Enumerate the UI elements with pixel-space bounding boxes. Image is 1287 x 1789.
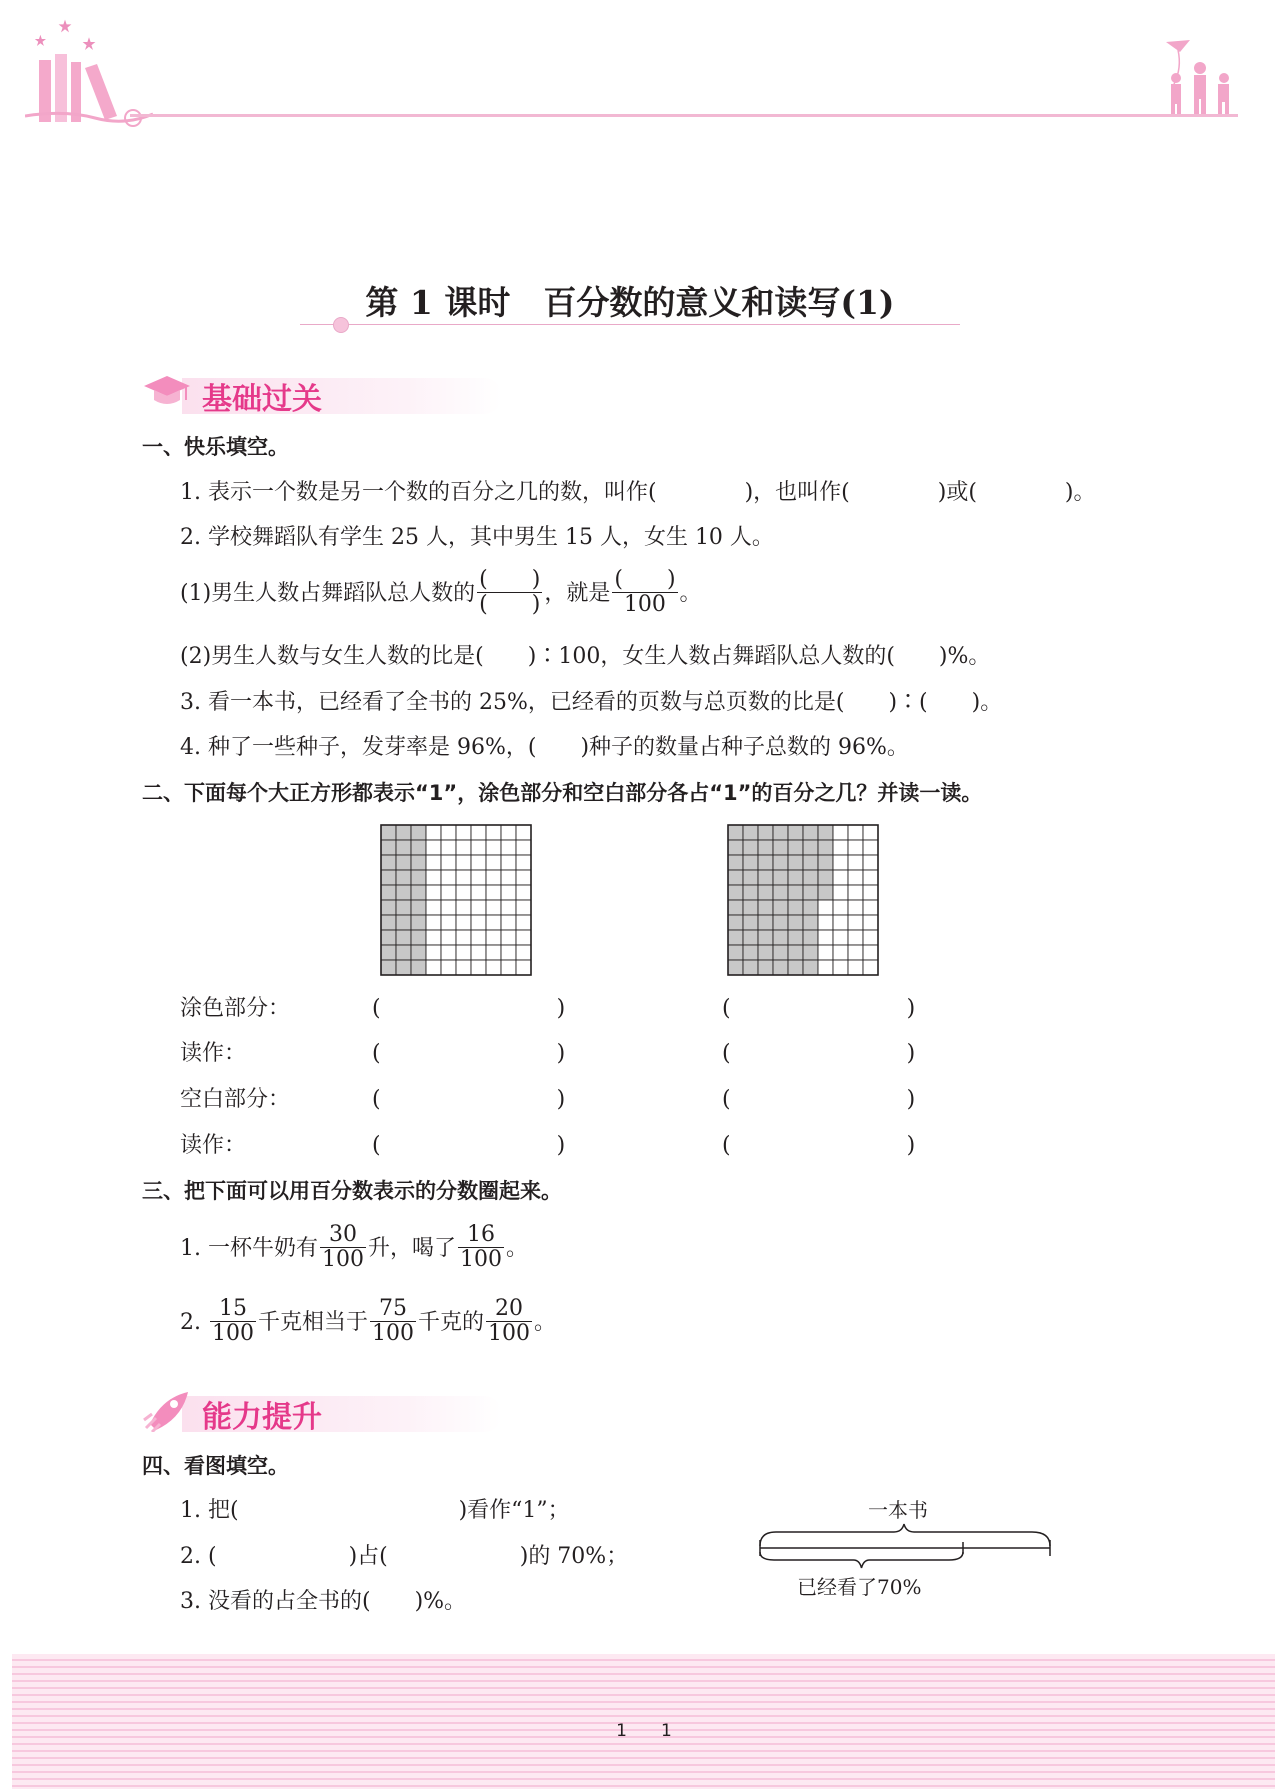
grid-cell-blank (501, 855, 516, 870)
grid-cell-blank (863, 960, 878, 975)
grid-cell-shaded (381, 960, 396, 975)
grid-cell-shaded (743, 855, 758, 870)
grid-cell-shaded (381, 945, 396, 960)
grid-cell-shaded (743, 900, 758, 915)
grid-cell-blank (516, 900, 531, 915)
grid-cell-shaded (411, 915, 426, 930)
grid-cell-shaded (773, 840, 788, 855)
q4-item1: 1. 把( )看作“1”； (180, 1498, 570, 1523)
q3-item1-fraction-1 (320, 1223, 366, 1272)
grid-cell-shaded (743, 885, 758, 900)
grid-cell-blank (426, 915, 441, 930)
q2-row-read-blank-1: ( ) (372, 1041, 566, 1066)
grid-cell-shaded (803, 960, 818, 975)
q1-item4: 4. 种了一些种子，发芽率是 96%，( )种子的数量占种子总数的 96%。 (180, 735, 909, 760)
grid-cell-shaded (773, 900, 788, 915)
fraction-denominator: 100 (612, 592, 677, 617)
hundred-grid-2 (727, 824, 879, 976)
grid-cell-blank (833, 945, 848, 960)
fraction-numerator: 75 (379, 1295, 408, 1321)
grid-cell-blank (486, 900, 501, 915)
grid-cell-shaded (788, 840, 803, 855)
q1-item2: 2. 学校舞蹈队有学生 25 人，其中男生 15 人，女生 10 人。 (180, 525, 774, 550)
grid-cell-shaded (728, 900, 743, 915)
book-progress-diagram (756, 1522, 1056, 1572)
grid-cell-blank (848, 915, 863, 930)
grid-cell-blank (848, 885, 863, 900)
q4-item2: 2. ( )占( )的 70%； (180, 1544, 629, 1569)
grid-cell-shaded (381, 900, 396, 915)
grid-cell-blank (501, 915, 516, 930)
grid-cell-blank (516, 945, 531, 960)
grid-cell-shaded (411, 870, 426, 885)
grid-cell-shaded (788, 900, 803, 915)
grid-cell-blank (426, 840, 441, 855)
grid-cell-shaded (396, 960, 411, 975)
grid-cell-shaded (788, 930, 803, 945)
q4-heading: 四、看图填空。 (142, 1454, 289, 1478)
grid-cell-blank (456, 825, 471, 840)
grid-cell-blank (818, 945, 833, 960)
q3-item1-prefix: 1. 一杯牛奶有 (180, 1236, 318, 1261)
q3-item2-end: 。 (534, 1310, 557, 1335)
grid-cell-blank (863, 945, 878, 960)
q2-row-shaded-blank-1: ( ) (372, 996, 566, 1021)
fraction-numerator: 30 (328, 1221, 357, 1247)
grid-cell-blank (863, 885, 878, 900)
grid-cell-shaded (396, 900, 411, 915)
q3-item2-fraction-1 (210, 1297, 256, 1346)
brace-read-portion (760, 1552, 963, 1568)
grid-cell-blank (471, 855, 486, 870)
q2-row-read2-blank-2: ( ) (722, 1133, 916, 1158)
grid-cell-shaded (743, 945, 758, 960)
grid-cell-shaded (758, 960, 773, 975)
grid-cell-blank (426, 885, 441, 900)
grid-cell-shaded (773, 855, 788, 870)
grid-cell-shaded (758, 930, 773, 945)
grid-cell-shaded (728, 840, 743, 855)
grid-cell-shaded (743, 960, 758, 975)
grid-cell-blank (848, 945, 863, 960)
grid-cell-shaded (818, 825, 833, 840)
grid-cell-blank (441, 945, 456, 960)
grid-cell-blank (863, 825, 878, 840)
q4-item3: 3. 没看的占全书的( )%。 (180, 1589, 467, 1614)
page-number: 1 1 (616, 1721, 672, 1741)
grid-cell-shaded (396, 930, 411, 945)
grid-cell-blank (848, 900, 863, 915)
grid-cell-shaded (396, 945, 411, 960)
grid-cell-shaded (411, 960, 426, 975)
grid-cell-blank (471, 885, 486, 900)
grid-cell-blank (516, 825, 531, 840)
grid-cell-blank (456, 945, 471, 960)
grid-cell-shaded (788, 945, 803, 960)
section-title-advanced: 能力提升 (202, 1400, 322, 1435)
section-badge-advanced (142, 1388, 522, 1435)
grid-cell-blank (486, 915, 501, 930)
grid-cell-blank (833, 870, 848, 885)
grid-cell-shaded (758, 915, 773, 930)
grid-cell-shaded (758, 855, 773, 870)
grid-cell-shaded (803, 900, 818, 915)
grid-cell-shaded (396, 870, 411, 885)
grid-cell-blank (441, 855, 456, 870)
grid-cell-blank (818, 900, 833, 915)
grid-cell-blank (441, 915, 456, 930)
grid-cell-shaded (728, 825, 743, 840)
grid-cell-blank (501, 825, 516, 840)
grid-cell-shaded (803, 885, 818, 900)
grid-cell-shaded (818, 840, 833, 855)
page-title: 第 1 课时 百分数的意义和读写(1) (365, 283, 895, 322)
grid-cell-shaded (803, 930, 818, 945)
q1-item3: 3. 看一本书，已经看了全书的 25%，已经看的页数与总页数的比是( )∶( )。 (180, 690, 1003, 715)
grid-cell-blank (516, 930, 531, 945)
grid-cell-shaded (788, 825, 803, 840)
diagram-label-whole-book: 一本书 (868, 1498, 928, 1522)
grid-cell-shaded (381, 825, 396, 840)
grid-cell-blank (441, 930, 456, 945)
q3-item2-middle-1: 千克相当于 (258, 1310, 369, 1335)
q2-row-read2-label: 读作： (180, 1133, 247, 1158)
q2-row-blank-blank-2: ( ) (722, 1087, 916, 1112)
grid-cell-shaded (396, 915, 411, 930)
grid-cell-shaded (381, 915, 396, 930)
q1-item2b: (2)男生人数与女生人数的比是( )∶100，女生人数占舞蹈队总人数的( )%。 (180, 644, 991, 669)
grid-cell-shaded (381, 885, 396, 900)
grid-cell-shaded (803, 945, 818, 960)
q1-heading: 一、快乐填空。 (142, 435, 289, 459)
grid-cell-blank (426, 825, 441, 840)
grid-cell-shaded (758, 870, 773, 885)
grid-cell-blank (501, 885, 516, 900)
grid-cell-shaded (411, 825, 426, 840)
grid-cell-shaded (381, 930, 396, 945)
grid-cell-shaded (411, 930, 426, 945)
grid-cell-shaded (728, 885, 743, 900)
q3-item1-middle: 升，喝了 (367, 1236, 456, 1261)
grid-cell-blank (486, 855, 501, 870)
grid-cell-blank (516, 870, 531, 885)
grid-cell-shaded (773, 825, 788, 840)
q2-row-read-blank-2: ( ) (722, 1041, 916, 1066)
grid-cell-shaded (411, 840, 426, 855)
grid-cell-shaded (773, 930, 788, 945)
grid-cell-blank (863, 870, 878, 885)
grid-cell-shaded (773, 960, 788, 975)
fraction-denominator: 100 (488, 1320, 531, 1346)
grid-cell-shaded (396, 840, 411, 855)
grid-cell-shaded (396, 825, 411, 840)
grid-cell-blank (863, 930, 878, 945)
grid-cell-blank (833, 960, 848, 975)
grid-cell-shaded (758, 825, 773, 840)
grid-cell-shaded (411, 885, 426, 900)
grid-cell-blank (516, 915, 531, 930)
grid-cell-blank (441, 870, 456, 885)
header-rule (130, 114, 1238, 117)
grid-cell-shaded (411, 855, 426, 870)
grid-cell-shaded (728, 915, 743, 930)
q3-item1 (180, 1222, 528, 1276)
fraction-denominator: 100 (212, 1320, 254, 1346)
grid-cell-blank (818, 915, 833, 930)
grid-cell-blank (456, 915, 471, 930)
grid-cell-blank (516, 840, 531, 855)
title-dot-decoration (333, 317, 349, 333)
grid-cell-blank (848, 825, 863, 840)
grid-cell-blank (848, 855, 863, 870)
grid-cell-blank (486, 885, 501, 900)
grid-cell-blank (456, 900, 471, 915)
grid-cell-blank (516, 960, 531, 975)
grid-cell-blank (848, 840, 863, 855)
grid-cell-blank (818, 960, 833, 975)
rocket-icon (142, 1388, 192, 1432)
grid-cell-blank (456, 930, 471, 945)
grid-cell-shaded (396, 855, 411, 870)
fraction-numerator: 20 (495, 1295, 524, 1321)
grid-cell-blank (471, 900, 486, 915)
grid-cell-shaded (758, 900, 773, 915)
grid-cell-blank (456, 840, 471, 855)
grid-cell-shaded (803, 840, 818, 855)
grid-cell-blank (501, 960, 516, 975)
grid-cell-blank (426, 960, 441, 975)
grid-cell-blank (456, 855, 471, 870)
grid-cell-blank (426, 945, 441, 960)
q1-item1: 1. 表示一个数是另一个数的百分之几的数，叫作( )，也叫作( )或( )。 (180, 480, 1096, 505)
q3-item2-fraction-2 (370, 1297, 416, 1346)
grid-cell-blank (833, 840, 848, 855)
grid-cell-blank (486, 870, 501, 885)
grid-cell-shaded (788, 870, 803, 885)
grid-cell-shaded (728, 960, 743, 975)
q2-row-shaded-label: 涂色部分： (180, 996, 291, 1021)
q1-item2a-middle: ，就是 (544, 581, 611, 606)
grid-cell-blank (441, 840, 456, 855)
title-underline (300, 324, 960, 325)
q1-item2a-fraction-1 (477, 568, 542, 617)
q2-heading: 二、下面每个大正方形都表示“1”，涂色部分和空白部分各占“1”的百分之几？并读一读。 (142, 781, 983, 805)
q1-item2a-end: 。 (679, 581, 702, 606)
q1-item2a-fraction-2 (612, 568, 677, 617)
grid-cell-blank (486, 840, 501, 855)
grid-cell-blank (471, 840, 486, 855)
grid-cell-blank (471, 915, 486, 930)
q2-row-read2-blank-1: ( ) (372, 1133, 566, 1158)
q3-item1-fraction-2 (458, 1223, 504, 1272)
grid-cell-shaded (728, 945, 743, 960)
q1-item2a (180, 568, 702, 620)
grid-cell-shaded (818, 870, 833, 885)
grid-cell-shaded (758, 840, 773, 855)
grid-cell-blank (516, 855, 531, 870)
grid-cell-shaded (758, 945, 773, 960)
grid-cell-blank (441, 900, 456, 915)
grid-cell-shaded (758, 885, 773, 900)
graduation-cap-icon (142, 370, 192, 414)
grid-cell-blank (441, 825, 456, 840)
q2-row-blank-label: 空白部分： (180, 1087, 291, 1112)
fraction-numerator: ( ) (479, 566, 541, 592)
q3-item2-middle-2: 千克的 (418, 1310, 485, 1335)
grid-cell-blank (426, 855, 441, 870)
grid-cell-blank (501, 900, 516, 915)
grid-cell-blank (471, 930, 486, 945)
grid-cell-shaded (728, 870, 743, 885)
grid-cell-blank (486, 945, 501, 960)
grid-cell-shaded (381, 870, 396, 885)
grid-cell-blank (426, 870, 441, 885)
grid-cell-blank (471, 825, 486, 840)
grid-cell-blank (441, 960, 456, 975)
fraction-denominator: 100 (372, 1320, 415, 1346)
grid-cell-shaded (788, 855, 803, 870)
grid-cell-blank (456, 885, 471, 900)
grid-cell-blank (426, 900, 441, 915)
grid-cell-blank (863, 855, 878, 870)
grid-cell-shaded (788, 960, 803, 975)
grid-cell-blank (501, 840, 516, 855)
grid-cell-shaded (411, 945, 426, 960)
grid-cell-shaded (743, 825, 758, 840)
grid-cell-blank (818, 930, 833, 945)
fraction-denominator: ( ) (479, 591, 541, 617)
diagram-label-read-percent: 已经看了70% (797, 1575, 922, 1599)
hundred-grid-1 (380, 824, 532, 976)
grid-cell-blank (501, 930, 516, 945)
grid-cell-blank (471, 870, 486, 885)
grid-cell-shaded (381, 840, 396, 855)
fraction-numerator: ( ) (614, 566, 676, 592)
fraction-numerator: 15 (219, 1295, 247, 1321)
brace-whole-book (760, 1524, 1050, 1546)
grid-cell-blank (833, 855, 848, 870)
grid-cell-blank (848, 930, 863, 945)
grid-cell-blank (456, 960, 471, 975)
grid-cell-blank (426, 930, 441, 945)
q3-item2-fraction-3 (486, 1297, 532, 1346)
grid-cell-shaded (773, 870, 788, 885)
grid-cell-shaded (803, 825, 818, 840)
grid-cell-blank (456, 870, 471, 885)
grid-cell-shaded (803, 915, 818, 930)
grid-cell-shaded (773, 945, 788, 960)
grid-cell-blank (486, 930, 501, 945)
grid-cell-blank (833, 900, 848, 915)
grid-cell-blank (833, 930, 848, 945)
q3-heading: 三、把下面可以用百分数表示的分数圈起来。 (142, 1179, 562, 1203)
q3-item2 (180, 1296, 556, 1350)
grid-cell-shaded (788, 915, 803, 930)
grid-cell-shaded (788, 885, 803, 900)
grid-cell-blank (833, 915, 848, 930)
grid-cell-shaded (743, 915, 758, 930)
grid-cell-shaded (381, 855, 396, 870)
grid-cell-shaded (773, 915, 788, 930)
grid-cell-shaded (411, 900, 426, 915)
grid-cell-blank (441, 885, 456, 900)
grid-cell-blank (486, 825, 501, 840)
grid-cell-shaded (743, 870, 758, 885)
grid-cell-shaded (728, 930, 743, 945)
grid-cell-shaded (396, 885, 411, 900)
grid-cell-blank (486, 960, 501, 975)
grid-cell-shaded (803, 870, 818, 885)
q2-row-read-label: 读作： (180, 1041, 247, 1066)
grid-cell-blank (471, 960, 486, 975)
fraction-numerator: 16 (467, 1221, 495, 1247)
grid-cell-shaded (743, 930, 758, 945)
children-silhouette-decoration (1160, 38, 1245, 118)
grid-cell-blank (848, 960, 863, 975)
grid-cell-blank (501, 945, 516, 960)
grid-cell-blank (471, 945, 486, 960)
section-badge-basic (142, 370, 522, 417)
grid-cell-blank (863, 900, 878, 915)
q2-row-shaded-blank-2: ( ) (722, 996, 916, 1021)
grid-cell-blank (863, 840, 878, 855)
q2-row-blank-blank-1: ( ) (372, 1087, 566, 1112)
section-title-basic: 基础过关 (202, 382, 322, 417)
grid-cell-shaded (728, 855, 743, 870)
grid-cell-blank (863, 915, 878, 930)
fraction-denominator: 100 (321, 1246, 364, 1272)
grid-cell-shaded (818, 885, 833, 900)
grid-cell-blank (501, 870, 516, 885)
grid-cell-shaded (743, 840, 758, 855)
grid-cell-blank (833, 825, 848, 840)
q3-item1-end: 。 (506, 1236, 529, 1261)
fraction-denominator: 100 (460, 1246, 502, 1272)
grid-cell-blank (848, 870, 863, 885)
grid-cell-blank (833, 885, 848, 900)
grid-cell-shaded (773, 885, 788, 900)
grid-cell-shaded (818, 855, 833, 870)
q3-item2-prefix: 2. (180, 1310, 201, 1335)
grid-cell-shaded (803, 855, 818, 870)
grid-cell-blank (516, 885, 531, 900)
q1-item2a-prefix: (1)男生人数占舞蹈队总人数的 (180, 581, 476, 606)
